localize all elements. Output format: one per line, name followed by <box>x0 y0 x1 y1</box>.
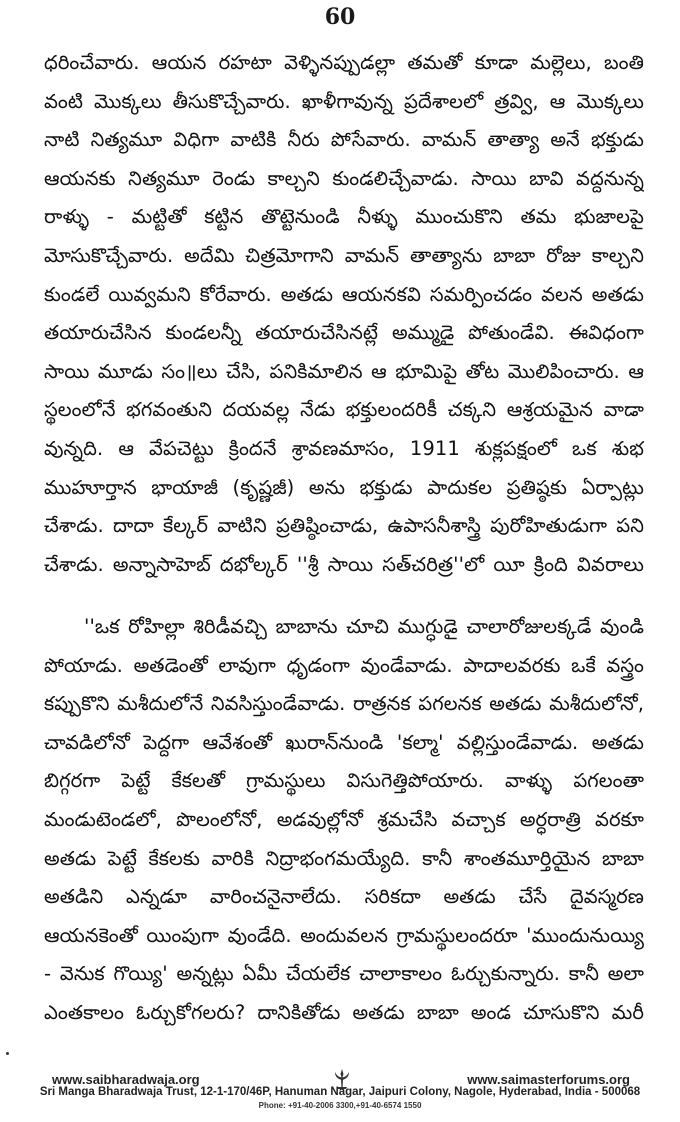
footer-website-right[interactable]: www.saimasterforums.org <box>467 1072 630 1087</box>
paragraph-1: ధరించేవారు. ఆయన రహటా వెళ్ళినప్పుడల్లా తమతో కూడా మల్లెలు, బంతి వంటి మొక్కలు తీసుకొచ్చేవారు. ఖాళీగావున్న ప్రదేశాలలో త్రవ్వి, ఆ మొక్కలు నాటి నిత్యమూ విధిగా వాటికి నీరు పోసేవారు. వామన్ తాత్యా అనే భక్తుడు ఆయనకు నిత్యమూ రెండు కాల్చని కుండలిచ్చేవాడు. సాయి బావి వద్దనున్న రాళ్ళు - మట్టితో కట్టిన తొట్టెనుండి నీళ్ళు ముంచుకొని తమ భుజాలపై మోసుకొచ్చేవారు. అదేమి చిత్రమోగాని వామన్ తాత్యాను బాబా రోజు కాల్చని కుండలే యివ్వమని కోరేవారు. అతడు ఆయనకవి సమర్పించడం వలన అతడు తయారుచేసిన కుండలన్నీ తయారుచేసినట్లే అమ్ముడై పోతుండేవి. ఈవిధంగా సాయి మూడు సం॥లు చేసి, పనికిమాలిన ఆ భూమిపై తోట మొలిపించారు. ఆ స్థలంలోనే భగవంతుని దయవల్ల నేడు భక్తులందరికీ చక్కని ఆశ్రయమైన వాడా వున్నది. ఆ వేపచెట్టు క్రిందనే శ్రావణమాసం, 1911 శుక్లపక్షంలో ఒక శుభ ముహూర్తాన భాయాజీ (కృష్ణజీ) అను భక్తుడు పాదుకల ప్రతిష్ఠకు ఏర్పాట్లు చేశాడు. దాదా కేల్కర్ వాటిని ప్రతిష్ఠించాడు, ఉపాసనీశాస్త్రి పురోహితుడుగా పని చేశాడు. అన్నాసాహెబ్ దభోల్కర్ ''శ్రీ సాయి సత్‌చరిత్ర''లో యీ క్రింది వివరాలు <box>44 51 644 576</box>
footer-phone: Phone: +91-40-2006 3300,+91-40-6574 1550 <box>258 1101 422 1110</box>
footer-website-left[interactable]: www.saibharadwaja.org <box>52 1072 200 1087</box>
page-footer <box>0 1060 680 1120</box>
scan-speck <box>6 1052 9 1055</box>
body-text <box>44 44 644 1036</box>
paragraph-2: ''ఒక రోహిల్లా శిరిడీవచ్చి బాబాను చూచి ముగ్ధుడై చాలారోజులక్కడే వుండి పోయాడు. అతడెంతో లావుగా ధృడంగా వుండేవాడు. పాదాలవరకు ఒకే వస్త్రం కప్పుకొని మశీదులోనే నివసిస్తుండేవాడు. రాత్రనక పగలనక అతడు మశీదులోనో, చావడిలోనో పెద్దగా ఆవేశంతో ఖురాన్‌నుండి 'కల్మా' వల్లిస్తుండేవాడు. అతడు బిగ్గరగా పెట్టే కేకలతో గ్రామస్థులు విసుగెత్తిపోయారు. వాళ్ళు పగలంతా మండుటెండలో, పొలంలోనో, అడవుల్లోనో శ్రమచేసి వచ్చాక అర్ధరాత్రి వరకూ అతడు పెట్టే కేకలకు వారికి నిద్రాభంగమయ్యేది. కానీ శాంతమూర్తియైన బాబా అతడిని ఎన్నడూ వారించనైనాలేదు. సరికదా అతడు చేసే దైవస్మరణ ఆయనకెంతో యింపుగా వుండేది. అందువలన గ్రామస్థులందరూ 'ముందునుయ్యి - వెనుక గొయ్యి' అన్నట్లు ఏమీ చేయలేక చాలాకాలం ఓర్చుకున్నారు. కానీ అలా ఎంతకాలం ఓర్చుకోగలరు? దానికితోడు అతడు బాబా అండ చూసుకొని మరీ <box>44 615 644 1024</box>
page-number: 60 <box>324 4 356 30</box>
footer-address: Sri Manga Bharadwaja Trust, 12-1-170/46P, Hanuman Nagar, Jaipuri Colony, Nagole, Hyderabad, India - 500068 <box>39 1086 641 1098</box>
